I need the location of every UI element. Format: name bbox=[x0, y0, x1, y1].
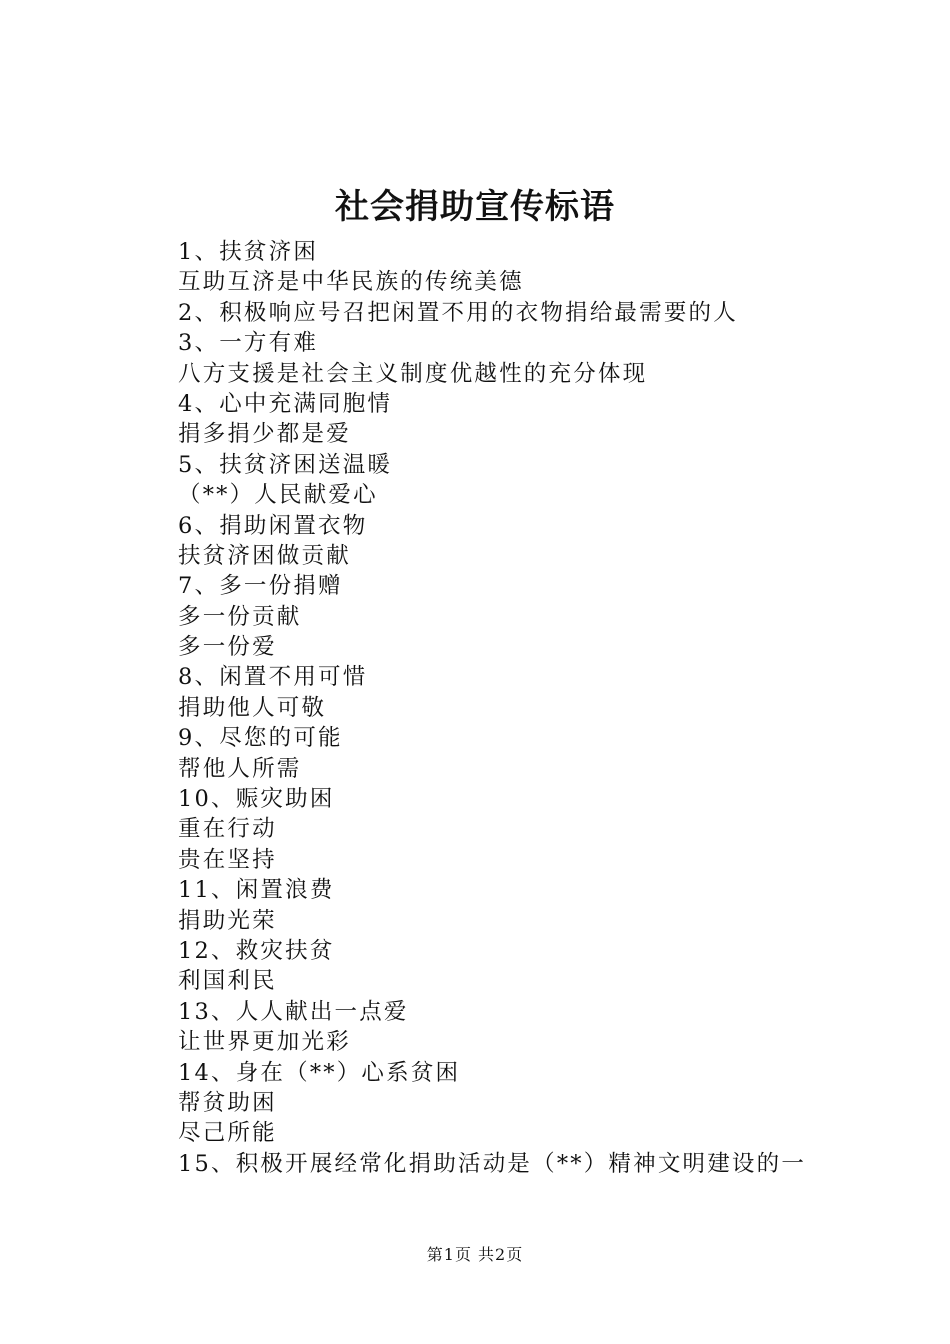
text-line: 贵在坚持 bbox=[178, 846, 277, 873]
text-line: 捐助他人可敬 bbox=[178, 694, 327, 721]
document-title: 社会捐助宣传标语 bbox=[335, 187, 615, 227]
text-line: 帮贫助困 bbox=[178, 1089, 277, 1116]
text-line: 尽己所能 bbox=[178, 1120, 277, 1147]
text-line: 13、人人献出一点爱 bbox=[178, 998, 409, 1025]
text-line: 8、闲置不用可惜 bbox=[178, 664, 368, 691]
text-line: 互助互济是中华民族的传统美德 bbox=[178, 269, 524, 296]
text-line: 6、捐助闲置衣物 bbox=[178, 512, 368, 539]
text-line: 重在行动 bbox=[178, 816, 277, 843]
text-line: 7、多一份捐赠 bbox=[178, 573, 343, 600]
page-footer: 第1页 共2页 bbox=[426, 1245, 524, 1264]
text-line: 捐多捐少都是爱 bbox=[178, 421, 351, 448]
text-line: 八方支援是社会主义制度优越性的充分体现 bbox=[178, 360, 648, 387]
text-line: 让世界更加光彩 bbox=[178, 1029, 351, 1056]
text-line: 捐助光荣 bbox=[178, 907, 277, 934]
text-line: 12、救灾扶贫 bbox=[178, 937, 335, 964]
text-line: 帮他人所需 bbox=[178, 755, 302, 782]
text-line: 14、身在（**）心系贫困 bbox=[178, 1059, 461, 1086]
text-line: （**）人民献爱心 bbox=[178, 482, 378, 509]
document-body bbox=[178, 237, 878, 1179]
text-line: 2、积极响应号召把闲置不用的衣物捐给最需要的人 bbox=[178, 299, 738, 326]
text-line: 5、扶贫济困送温暖 bbox=[178, 451, 393, 478]
text-line: 4、心中充满同胞情 bbox=[178, 390, 393, 417]
text-line: 11、闲置浪费 bbox=[178, 877, 335, 904]
text-line: 扶贫济困做贡献 bbox=[178, 542, 351, 569]
text-line: 10、赈灾助困 bbox=[178, 786, 335, 813]
text-line: 利国利民 bbox=[178, 968, 277, 995]
text-line: 15、积极开展经常化捐助活动是（**）精神文明建设的一 bbox=[178, 1150, 807, 1177]
text-line: 多一份爱 bbox=[178, 634, 277, 661]
text-line: 1、扶贫济困 bbox=[178, 239, 319, 265]
text-line: 9、尽您的可能 bbox=[178, 725, 343, 752]
text-line: 3、一方有难 bbox=[178, 330, 319, 357]
text-line: 多一份贡献 bbox=[178, 603, 302, 630]
